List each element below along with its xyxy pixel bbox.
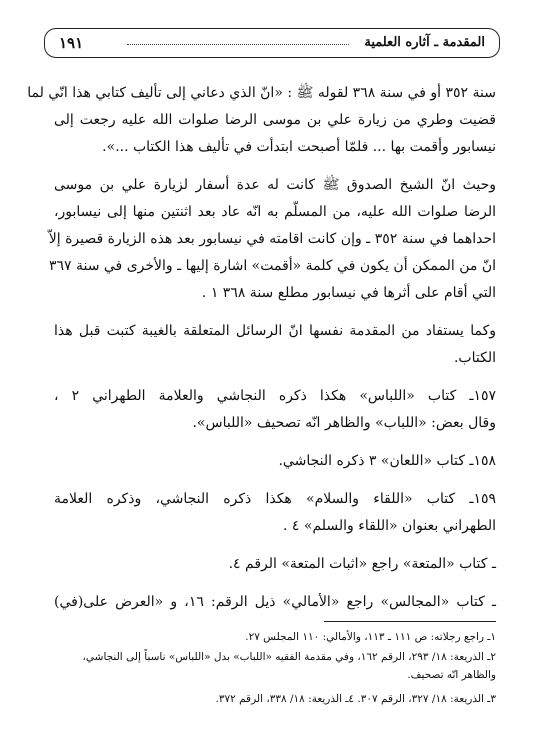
cross-reference: ـ كتاب «المتعة» راجع «اثبات المتعة» الرقم ٤. (228, 556, 496, 572)
text-line: وحيث انّ الشيخ الصدوق ﷺ كانت له عدة أسفار لزيارة علي بن موسى (54, 177, 496, 193)
entry-159: ١٥٩ـ كتاب «اللقاء والسلام» هكذا ذكره النجاشي، وذكره العلامة (54, 491, 496, 507)
text-line: الطهراني بعنوان «اللقاء والسلم» ٤ . (283, 518, 496, 534)
text-line: قضيت وطري من زيارة علي بن موسى الرضا صلوات الله عليه رجعت إلى (54, 112, 496, 128)
text-line: سنة ٣٥٢ أو في سنة ٣٦٨ لقوله ﷺ : «انّ الذي دعاني إلى تأليف كتابي هذا انّي لما (27, 85, 496, 101)
text-line: وقال بعض: «اللباب» والظاهر انّه تصحيف «اللباس». (192, 415, 496, 431)
running-header (44, 28, 500, 58)
text-line: نيسابور وأقمت بها ... فلمّا أصبحت ابتدأت في تأليف هذا الكتاب ...». (102, 139, 496, 155)
header-title: المقدمة ـ آثاره العلمية (364, 35, 485, 50)
footnote: ٢ـ الذريعة: ١٨/ ٢٩٣، الرقم ١٦٢، وفي مقدمة الفقيه «اللباب» بدل «اللباس» ناسباً إلى النجاشي، (82, 651, 496, 663)
footnote-rule (324, 621, 496, 622)
body-text (27, 80, 497, 616)
text-line: احداهما في سنة ٣٥٢ ـ وإن كانت اقامته في نيسابور بعد هذه الزيارة قصيرة إلاّ (48, 231, 496, 247)
cross-reference: ـ كتاب «المجالس» راجع «الأمالي» ذيل الرقم: ١٦، و «العرض على(في) (54, 594, 497, 610)
footnote: ١ـ راجع رجلاته: ص ١١١ ـ ١١٣، والأمالي: ١١٠ المجلس ٢٧. (245, 631, 496, 643)
footnote: ٣ـ الذريعة: ١٨/ ٣٢٧، الرقم ٣٠٧. ٤ـ الذريعة: ١٨/ ٣٣٨، الرقم ٣٧٢. (215, 693, 496, 705)
text-line: التي أقام على أثرها في نيسابور مطلع سنة ٣٦٨ ١ . (201, 285, 496, 301)
text-line: الرضا صلوات الله عليه، من المسلّم به انّه عاد بعد اثنتين منها إلى نيسابور، (54, 204, 496, 220)
footnote: والظاهر انّه تصحيف. (407, 669, 496, 681)
header-dotted-leader (127, 44, 349, 45)
text-line: انّ من الممكن أن يكون في كلمة «أقمت» اشارة إليها ـ والأخرى في سنة ٣٦٧ (48, 258, 496, 274)
text-line: وكما يستفاد من المقدمة نفسها انّ الرسائل المتعلقة بالغيبة كتبت قبل هذا (54, 323, 496, 339)
text-line: الكتاب. (453, 350, 496, 366)
entry-157: ١٥٧ـ كتاب «اللباس» هكذا ذكره النجاشي والعلامة الطهراني ٢ ، (54, 388, 497, 404)
entry-158: ١٥٨ـ كتاب «اللعان» ٣ ذكره النجاشي. (278, 453, 496, 469)
page-number: ١٩١ (59, 34, 84, 52)
